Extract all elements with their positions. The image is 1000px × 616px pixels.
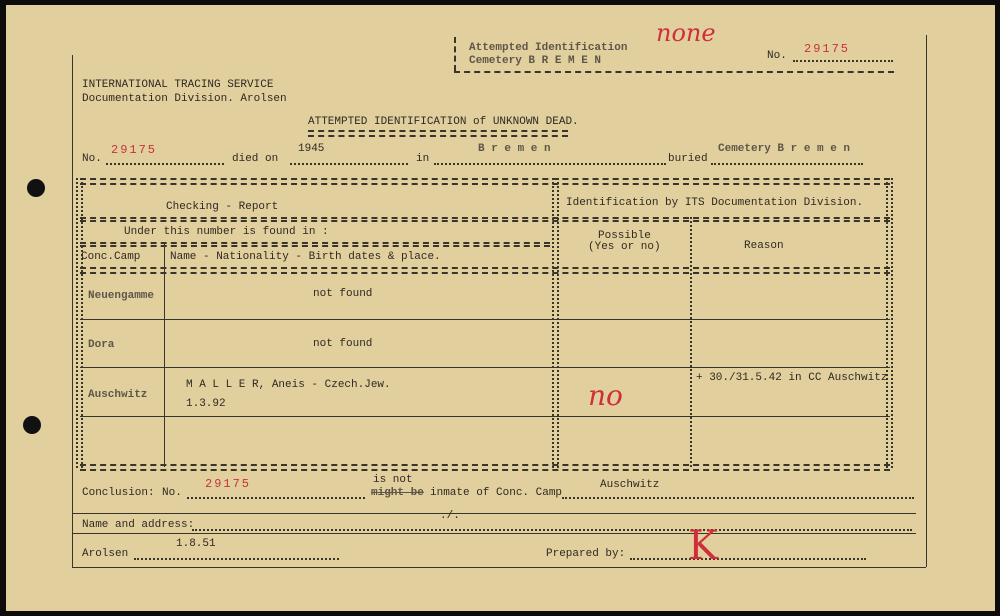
footer-place-dots — [134, 558, 339, 560]
punch-hole-top — [27, 179, 45, 197]
col-camp-heading: Conc.Camp — [81, 251, 141, 263]
row2-bottom — [80, 367, 890, 368]
checking-report-heading: Checking - Report — [166, 201, 279, 213]
prepared-label: Prepared by: — [546, 548, 626, 560]
reason-heading: Reason — [744, 240, 784, 252]
conclusion-no-dots — [187, 497, 365, 499]
table-possible-divider — [690, 217, 692, 467]
no-label: No. — [82, 153, 102, 165]
record-card — [6, 5, 995, 611]
signature: K — [688, 523, 718, 569]
row1-camp: Neuengamme — [88, 290, 155, 302]
row3-camp: Auschwitz — [88, 389, 148, 401]
row3-name: M A L L E R, Aneis - Czech.Jew. — [186, 379, 391, 391]
table-rule-2 — [80, 242, 550, 247]
no-dots — [106, 163, 224, 165]
in-value: B r e m e n — [478, 143, 551, 155]
form-title: ATTEMPTED IDENTIFICATION of UNKNOWN DEAD. — [308, 116, 579, 128]
form-title-underline — [308, 130, 568, 137]
table-rule-1 — [80, 217, 890, 222]
buried-dots — [711, 163, 863, 165]
row3-reason: + 30./31.5.42 in CC Auschwitz — [696, 372, 888, 384]
conclusion-rule — [72, 513, 916, 514]
conclusion-no-value: 29175 — [205, 477, 252, 491]
top-no-label: No. — [767, 50, 787, 62]
org-line-2: Documentation Division. Arolsen — [82, 93, 287, 105]
name-address-value: ./. — [440, 510, 460, 522]
org-line-1: INTERNATIONAL TRACING SERVICE — [82, 79, 274, 91]
name-address-rule — [72, 533, 916, 534]
table-camp-divider — [164, 243, 165, 467]
stamp-line-1: Attempted Identification — [469, 42, 628, 54]
conclusion-camp-dots — [562, 497, 914, 499]
possible-heading-2: (Yes or no) — [588, 241, 661, 253]
conclusion-no-label: No. — [162, 487, 182, 499]
prepared-dots — [630, 558, 866, 560]
col-name-heading: Name - Nationality - Birth dates & place. — [170, 251, 441, 263]
died-label: died on — [232, 153, 279, 165]
in-dots — [434, 163, 666, 165]
row3-bottom — [80, 416, 890, 417]
table-bottom-border — [80, 464, 890, 471]
row3-birthdate: 1.3.92 — [186, 398, 226, 410]
conclusion-label: Conclusion: — [82, 487, 155, 499]
row1-name: not found — [313, 288, 373, 300]
buried-value: Cemetery B r e m e n — [718, 143, 851, 155]
died-value: 1945 — [298, 143, 325, 155]
conclusion-struck-text: might be — [371, 487, 424, 499]
handwritten-none: none — [656, 19, 716, 47]
footer-place: Arolsen — [82, 548, 129, 560]
card-bottom-border — [72, 567, 926, 568]
died-dots — [290, 163, 408, 165]
name-address-dots — [192, 529, 912, 531]
identification-heading: Identification by ITS Documentation Division. — [566, 197, 864, 209]
buried-label: buried — [668, 153, 708, 165]
card-left-border — [72, 55, 73, 567]
conclusion-is-not: is not — [373, 474, 413, 486]
in-label: in — [416, 153, 430, 165]
name-address-label: Name and address: — [82, 519, 195, 531]
card-right-border — [926, 35, 927, 567]
conclusion-camp: Auschwitz — [600, 479, 660, 491]
stamp-underline — [454, 71, 894, 73]
conclusion-inmate-text: inmate of Conc. Camp — [430, 487, 563, 499]
footer-date: 1.8.51 — [176, 538, 216, 550]
stamp-bracket — [454, 37, 456, 71]
possible-heading-1: Possible — [598, 230, 651, 242]
row1-bottom — [80, 319, 890, 320]
row2-name: not found — [313, 338, 373, 350]
stamp-line-2: Cemetery B R E M E N — [469, 55, 602, 67]
no-value: 29175 — [111, 143, 158, 157]
row2-camp: Dora — [88, 339, 115, 351]
row3-possible: no — [588, 379, 623, 412]
punch-hole-bottom — [23, 416, 41, 434]
top-no-value: 29175 — [804, 42, 851, 56]
table-rule-3 — [80, 267, 890, 274]
under-number-text: Under this number is found in : — [124, 226, 329, 238]
top-no-dots — [793, 60, 893, 62]
table-top-border — [80, 178, 890, 185]
